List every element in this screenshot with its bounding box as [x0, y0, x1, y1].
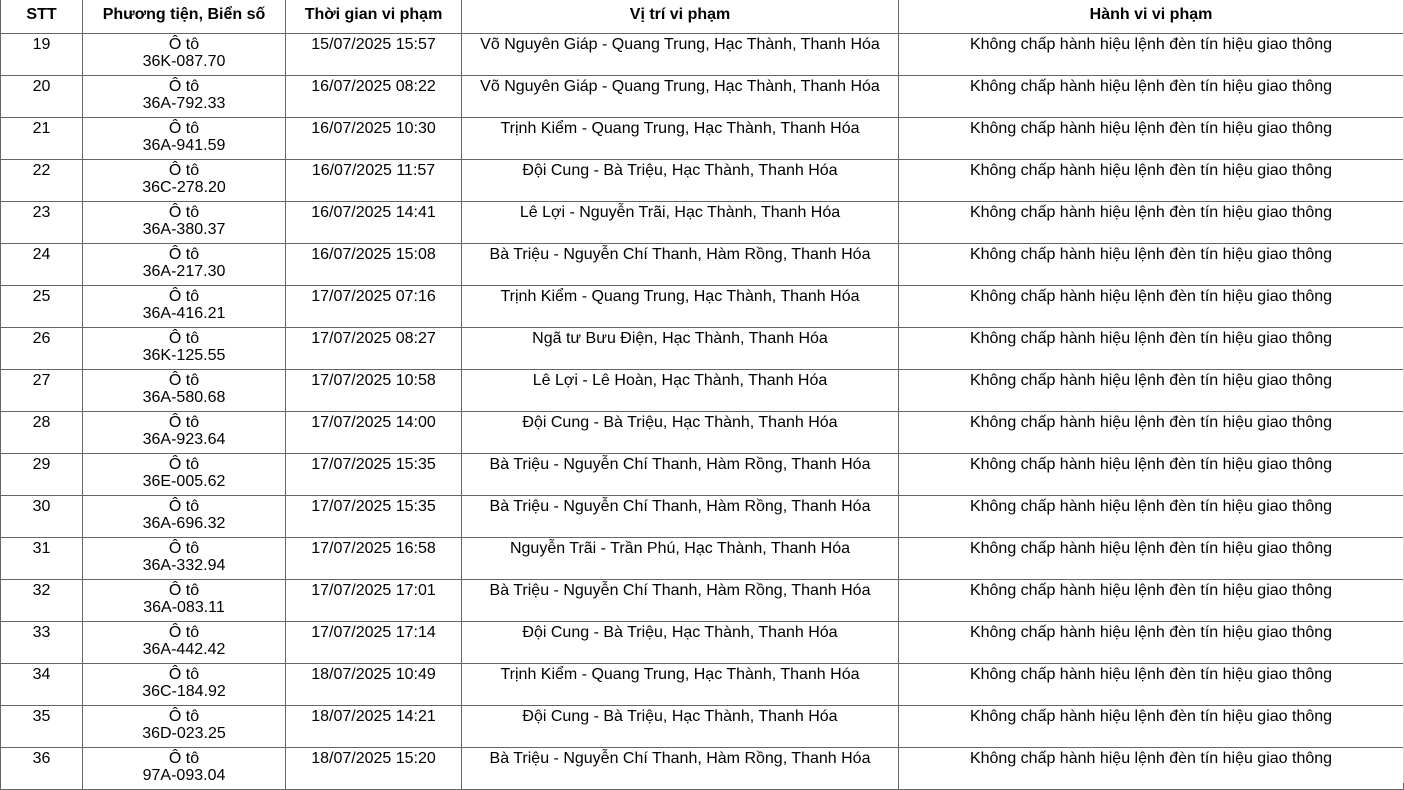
cell-violation-location: Lê Lợi - Nguyễn Trãi, Hạc Thành, Thanh Hóa: [462, 202, 899, 244]
cell-violation-time: 15/07/2025 15:57: [286, 34, 462, 76]
cell-violation-behavior: Không chấp hành hiệu lệnh đèn tín hiệu giao thông: [899, 76, 1404, 118]
cell-violation-time: 18/07/2025 15:20: [286, 748, 462, 790]
vehicle-type: Ô tô: [168, 582, 200, 599]
license-plate: 36A-380.37: [142, 221, 226, 238]
cell-violation-behavior: Không chấp hành hiệu lệnh đèn tín hiệu giao thông: [899, 664, 1404, 706]
cell-violation-location: Bà Triệu - Nguyễn Chí Thanh, Hàm Rồng, Thanh Hóa: [462, 496, 899, 538]
cell-stt: 28: [1, 412, 83, 454]
vehicle-type: Ô tô: [168, 708, 200, 725]
cell-vehicle-plate: [83, 748, 286, 790]
header-violation-location: Vị trí vi phạm: [462, 0, 899, 34]
vehicle-type: Ô tô: [168, 78, 200, 95]
cell-violation-location: Bà Triệu - Nguyễn Chí Thanh, Hàm Rồng, Thanh Hóa: [462, 244, 899, 286]
cell-vehicle-plate: [83, 622, 286, 664]
header-vehicle-plate: Phương tiện, Biển số: [83, 0, 286, 34]
cell-violation-location: Đội Cung - Bà Triệu, Hạc Thành, Thanh Hóa: [462, 622, 899, 664]
license-plate: 36A-792.33: [142, 95, 226, 112]
cell-violation-location: Nguyễn Trãi - Trần Phú, Hạc Thành, Thanh Hóa: [462, 538, 899, 580]
cell-violation-location: Đội Cung - Bà Triệu, Hạc Thành, Thanh Hóa: [462, 412, 899, 454]
cell-violation-time: 17/07/2025 17:14: [286, 622, 462, 664]
license-plate: 97A-093.04: [142, 767, 226, 784]
cell-stt: 23: [1, 202, 83, 244]
cell-violation-time: 16/07/2025 10:30: [286, 118, 462, 160]
cell-violation-behavior: Không chấp hành hiệu lệnh đèn tín hiệu giao thông: [899, 160, 1404, 202]
cell-vehicle-plate: [83, 706, 286, 748]
license-plate: 36A-083.11: [143, 599, 225, 616]
vehicle-type: Ô tô: [168, 330, 200, 347]
cell-violation-behavior: Không chấp hành hiệu lệnh đèn tín hiệu giao thông: [899, 496, 1404, 538]
cell-violation-behavior: Không chấp hành hiệu lệnh đèn tín hiệu giao thông: [899, 706, 1404, 748]
table-row: [1, 454, 1404, 496]
cell-vehicle-plate: [83, 34, 286, 76]
license-plate: 36C-278.20: [142, 179, 226, 196]
vehicle-type: Ô tô: [168, 456, 200, 473]
header-row: [1, 0, 1404, 34]
cell-stt: 33: [1, 622, 83, 664]
vehicle-type: Ô tô: [168, 246, 200, 263]
table-row: [1, 706, 1404, 748]
cell-vehicle-plate: [83, 244, 286, 286]
cell-violation-time: 16/07/2025 08:22: [286, 76, 462, 118]
header-violation-behavior: Hành vi vi phạm: [899, 0, 1404, 34]
cell-violation-location: Võ Nguyên Giáp - Quang Trung, Hạc Thành, Thanh Hóa: [462, 34, 899, 76]
table-row: [1, 412, 1404, 454]
license-plate: 36A-696.32: [142, 515, 226, 532]
vehicle-type: Ô tô: [168, 624, 200, 641]
cell-vehicle-plate: [83, 538, 286, 580]
table-row: [1, 622, 1404, 664]
cell-vehicle-plate: [83, 496, 286, 538]
cell-stt: 22: [1, 160, 83, 202]
license-plate: 36A-580.68: [142, 389, 226, 406]
cell-violation-time: 16/07/2025 14:41: [286, 202, 462, 244]
cell-stt: 29: [1, 454, 83, 496]
cell-vehicle-plate: [83, 580, 286, 622]
cell-vehicle-plate: [83, 454, 286, 496]
cell-vehicle-plate: [83, 160, 286, 202]
license-plate: 36A-923.64: [142, 431, 226, 448]
table-row: [1, 370, 1404, 412]
cell-vehicle-plate: [83, 202, 286, 244]
cell-violation-time: 17/07/2025 16:58: [286, 538, 462, 580]
cell-violation-time: 16/07/2025 15:08: [286, 244, 462, 286]
vehicle-type: Ô tô: [168, 372, 200, 389]
table-row: [1, 328, 1404, 370]
cell-violation-time: 16/07/2025 11:57: [286, 160, 462, 202]
table-row: [1, 748, 1404, 790]
cell-stt: 19: [1, 34, 83, 76]
vehicle-type: Ô tô: [168, 498, 200, 515]
cell-vehicle-plate: [83, 370, 286, 412]
cell-vehicle-plate: [83, 286, 286, 328]
table-row: [1, 202, 1404, 244]
cell-stt: 26: [1, 328, 83, 370]
vehicle-type: Ô tô: [168, 120, 200, 137]
table-body: [1, 34, 1404, 790]
license-plate: 36C-184.92: [142, 683, 226, 700]
license-plate: 36A-416.21: [142, 305, 226, 322]
cell-violation-time: 18/07/2025 10:49: [286, 664, 462, 706]
header-stt: STT: [1, 0, 83, 34]
cell-violation-time: 18/07/2025 14:21: [286, 706, 462, 748]
license-plate: 36D-023.25: [142, 725, 226, 742]
table-row: [1, 34, 1404, 76]
cell-violation-behavior: Không chấp hành hiệu lệnh đèn tín hiệu giao thông: [899, 244, 1404, 286]
cell-vehicle-plate: [83, 412, 286, 454]
license-plate: 36K-087.70: [142, 53, 226, 70]
cell-violation-location: Ngã tư Bưu Điện, Hạc Thành, Thanh Hóa: [462, 328, 899, 370]
vehicle-type: Ô tô: [168, 666, 200, 683]
license-plate: 36A-332.94: [142, 557, 226, 574]
cell-violation-behavior: Không chấp hành hiệu lệnh đèn tín hiệu giao thông: [899, 580, 1404, 622]
vehicle-type: Ô tô: [168, 36, 200, 53]
cell-stt: 27: [1, 370, 83, 412]
cell-violation-location: Bà Triệu - Nguyễn Chí Thanh, Hàm Rồng, Thanh Hóa: [462, 748, 899, 790]
cell-stt: 20: [1, 76, 83, 118]
cell-violation-behavior: Không chấp hành hiệu lệnh đèn tín hiệu giao thông: [899, 118, 1404, 160]
vehicle-type: Ô tô: [168, 750, 200, 767]
table-row: [1, 664, 1404, 706]
cell-violation-behavior: Không chấp hành hiệu lệnh đèn tín hiệu giao thông: [899, 748, 1404, 790]
header-violation-time: Thời gian vi phạm: [286, 0, 462, 34]
cell-stt: 36: [1, 748, 83, 790]
cell-violation-location: Trịnh Kiểm - Quang Trung, Hạc Thành, Thanh Hóa: [462, 664, 899, 706]
table-row: [1, 538, 1404, 580]
cell-vehicle-plate: [83, 76, 286, 118]
table-row: [1, 496, 1404, 538]
cell-violation-time: 17/07/2025 08:27: [286, 328, 462, 370]
cell-violation-time: 17/07/2025 07:16: [286, 286, 462, 328]
cell-stt: 21: [1, 118, 83, 160]
cell-violation-location: Trịnh Kiểm - Quang Trung, Hạc Thành, Thanh Hóa: [462, 118, 899, 160]
cell-vehicle-plate: [83, 664, 286, 706]
license-plate: 36K-125.55: [142, 347, 226, 364]
cell-violation-location: Bà Triệu - Nguyễn Chí Thanh, Hàm Rồng, Thanh Hóa: [462, 580, 899, 622]
cell-violation-location: Bà Triệu - Nguyễn Chí Thanh, Hàm Rồng, Thanh Hóa: [462, 454, 899, 496]
vehicle-type: Ô tô: [168, 204, 200, 221]
table-row: [1, 580, 1404, 622]
cell-violation-behavior: Không chấp hành hiệu lệnh đèn tín hiệu giao thông: [899, 412, 1404, 454]
cell-violation-behavior: Không chấp hành hiệu lệnh đèn tín hiệu giao thông: [899, 328, 1404, 370]
cell-violation-location: Lê Lợi - Lê Hoàn, Hạc Thành, Thanh Hóa: [462, 370, 899, 412]
cell-violation-time: 17/07/2025 15:35: [286, 454, 462, 496]
cell-violation-behavior: Không chấp hành hiệu lệnh đèn tín hiệu giao thông: [899, 34, 1404, 76]
cell-violation-time: 17/07/2025 14:00: [286, 412, 462, 454]
cell-violation-behavior: Không chấp hành hiệu lệnh đèn tín hiệu giao thông: [899, 454, 1404, 496]
table-row: [1, 76, 1404, 118]
vehicle-type: Ô tô: [168, 162, 200, 179]
cell-stt: 25: [1, 286, 83, 328]
cell-violation-location: Đội Cung - Bà Triệu, Hạc Thành, Thanh Hóa: [462, 706, 899, 748]
cell-stt: 34: [1, 664, 83, 706]
table-row: [1, 286, 1404, 328]
cell-vehicle-plate: [83, 328, 286, 370]
cell-violation-behavior: Không chấp hành hiệu lệnh đèn tín hiệu giao thông: [899, 202, 1404, 244]
cell-violation-time: 17/07/2025 10:58: [286, 370, 462, 412]
table-row: [1, 160, 1404, 202]
table-header: [1, 0, 1404, 34]
cell-stt: 30: [1, 496, 83, 538]
license-plate: 36A-217.30: [142, 263, 226, 280]
cell-stt: 32: [1, 580, 83, 622]
vehicle-type: Ô tô: [168, 540, 200, 557]
table-row: [1, 244, 1404, 286]
license-plate: 36A-442.42: [142, 641, 226, 658]
table-row: [1, 118, 1404, 160]
cell-stt: 35: [1, 706, 83, 748]
cell-violation-location: Đội Cung - Bà Triệu, Hạc Thành, Thanh Hóa: [462, 160, 899, 202]
cell-violation-behavior: Không chấp hành hiệu lệnh đèn tín hiệu giao thông: [899, 286, 1404, 328]
cell-violation-behavior: Không chấp hành hiệu lệnh đèn tín hiệu giao thông: [899, 538, 1404, 580]
cell-stt: 24: [1, 244, 83, 286]
cell-violation-location: Võ Nguyên Giáp - Quang Trung, Hạc Thành, Thanh Hóa: [462, 76, 899, 118]
cell-stt: 31: [1, 538, 83, 580]
cell-violation-location: Trịnh Kiểm - Quang Trung, Hạc Thành, Thanh Hóa: [462, 286, 899, 328]
license-plate: 36A-941.59: [142, 137, 226, 154]
license-plate: 36E-005.62: [142, 473, 226, 490]
vehicle-type: Ô tô: [168, 288, 200, 305]
cell-vehicle-plate: [83, 118, 286, 160]
cell-violation-time: 17/07/2025 15:35: [286, 496, 462, 538]
cell-violation-behavior: Không chấp hành hiệu lệnh đèn tín hiệu giao thông: [899, 370, 1404, 412]
cell-violation-behavior: Không chấp hành hiệu lệnh đèn tín hiệu giao thông: [899, 622, 1404, 664]
vehicle-type: Ô tô: [168, 414, 200, 431]
cell-violation-time: 17/07/2025 17:01: [286, 580, 462, 622]
